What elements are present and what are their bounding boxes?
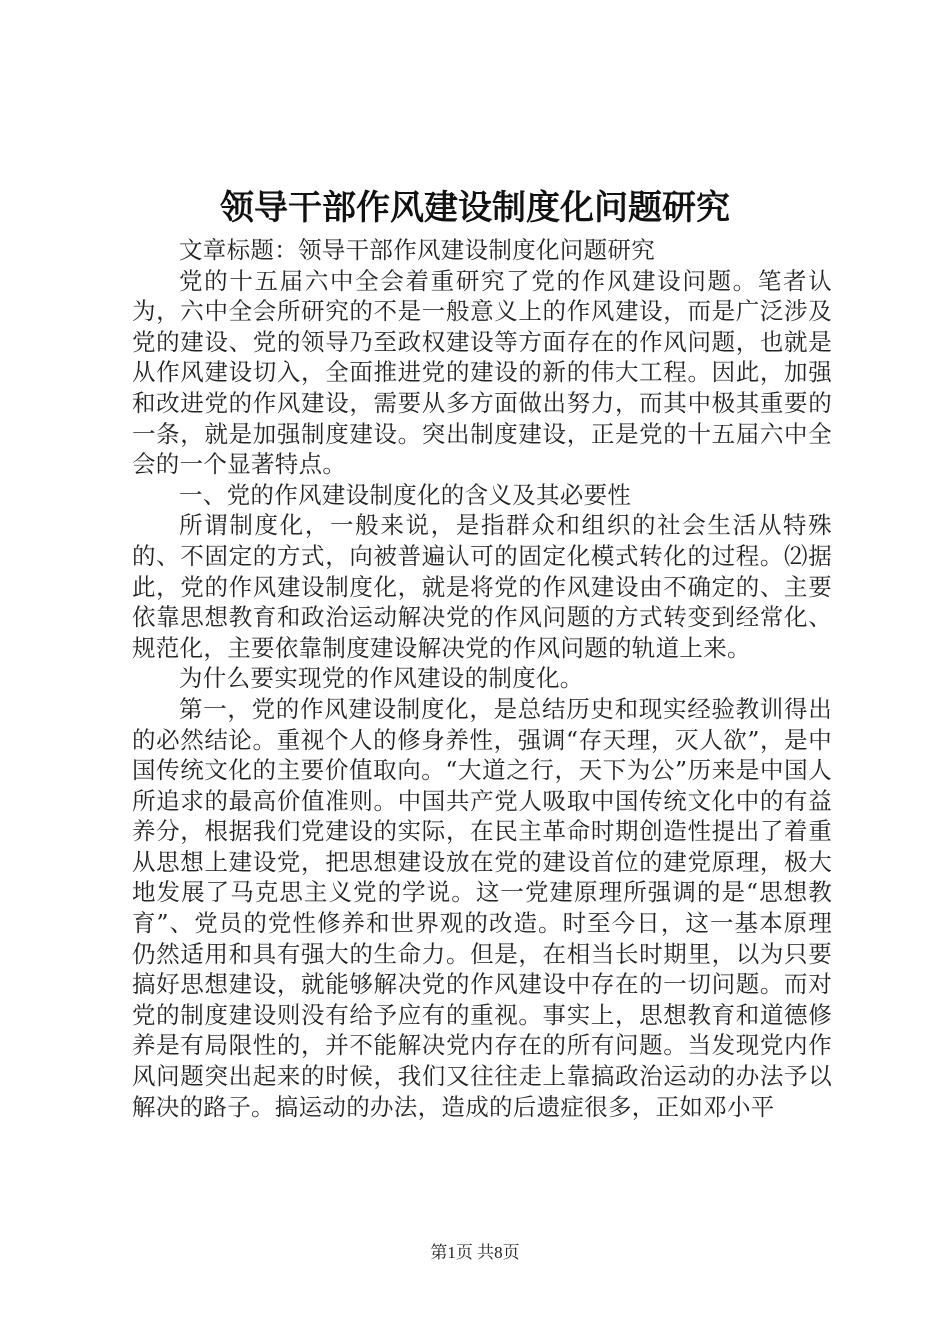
intro-paragraph: 党的十五届六中全会着重研究了党的作风建设问题。笔者认为，六中全会所研究的不是一般意义上的作风建设，而是广泛涉及党的建设、党的领导乃至政权建设等方面存在的作风问题，也就是从作风建设切入，全面推进党的建设的新的伟大工程。因此，加强和改进党的作风建设，需要从多方面做出努力，而其中极其重要的一条，就是加强制度建设。突出制度建设，正是党的十五届六中全会的一个显著特点。 xyxy=(132,266,832,479)
first-reason-paragraph: 第一，党的作风建设制度化，是总结历史和现实经验教训得出的必然结论。重视个人的修身养性，强调“存天理，灭人欲”，是中国传统文化的主要价值取向。“大道之行，天下为公”历来是中国人所追求的最高价值准则。中国共产党人吸取中国传统文化中的有益养分，根据我们党建设的实际，在民主革命时期创造性提出了着重从思想上建设党，把思想建设放在党的建设首位的建党原理，极大地发展了马克思主义党的学说。这一党建原理所强调的是“思想教育”、党员的党性修养和世界观的改造。时至今日，这一基本原理仍然适用和具有强大的生命力。但是，在相当长时期里，以为只要搞好思想建设，就能够解决党的作风建设中存在的一切问题。而对党的制度建设则没有给予应有的重视。事实上，思想教育和道德修养是有局限性的，并不能解决党内存在的所有问题。当发现党内作风问题突出起来的时候，我们又往往走上靠搞政治运动的办法予以解决的路子。搞运动的办法，造成的后遗症很多，正如邓小平 xyxy=(132,694,832,1121)
document-body xyxy=(132,235,832,1122)
document-title: 领导干部作风建设制度化问题研究 xyxy=(220,188,730,228)
definition-paragraph: 所谓制度化，一般来说，是指群众和组织的社会生活从特殊的、不固定的方式，向被普遍认可的固定化模式转化的过程。⑵据此，党的作风建设制度化，就是将党的作风建设由不确定的、主要依靠思想教育和政治运动解决党的作风问题的方式转变到经常化、规范化，主要依靠制度建设解决党的作风问题的轨道上来。 xyxy=(132,511,832,662)
section-heading: 一、党的作风建设制度化的含义及其必要性 xyxy=(179,480,632,509)
page-number-footer: 第1页 共8页 xyxy=(430,1243,520,1262)
article-title-line: 文章标题：领导干部作风建设制度化问题研究 xyxy=(179,236,655,264)
question-line: 为什么要实现党的作风建设的制度化。 xyxy=(179,664,584,693)
